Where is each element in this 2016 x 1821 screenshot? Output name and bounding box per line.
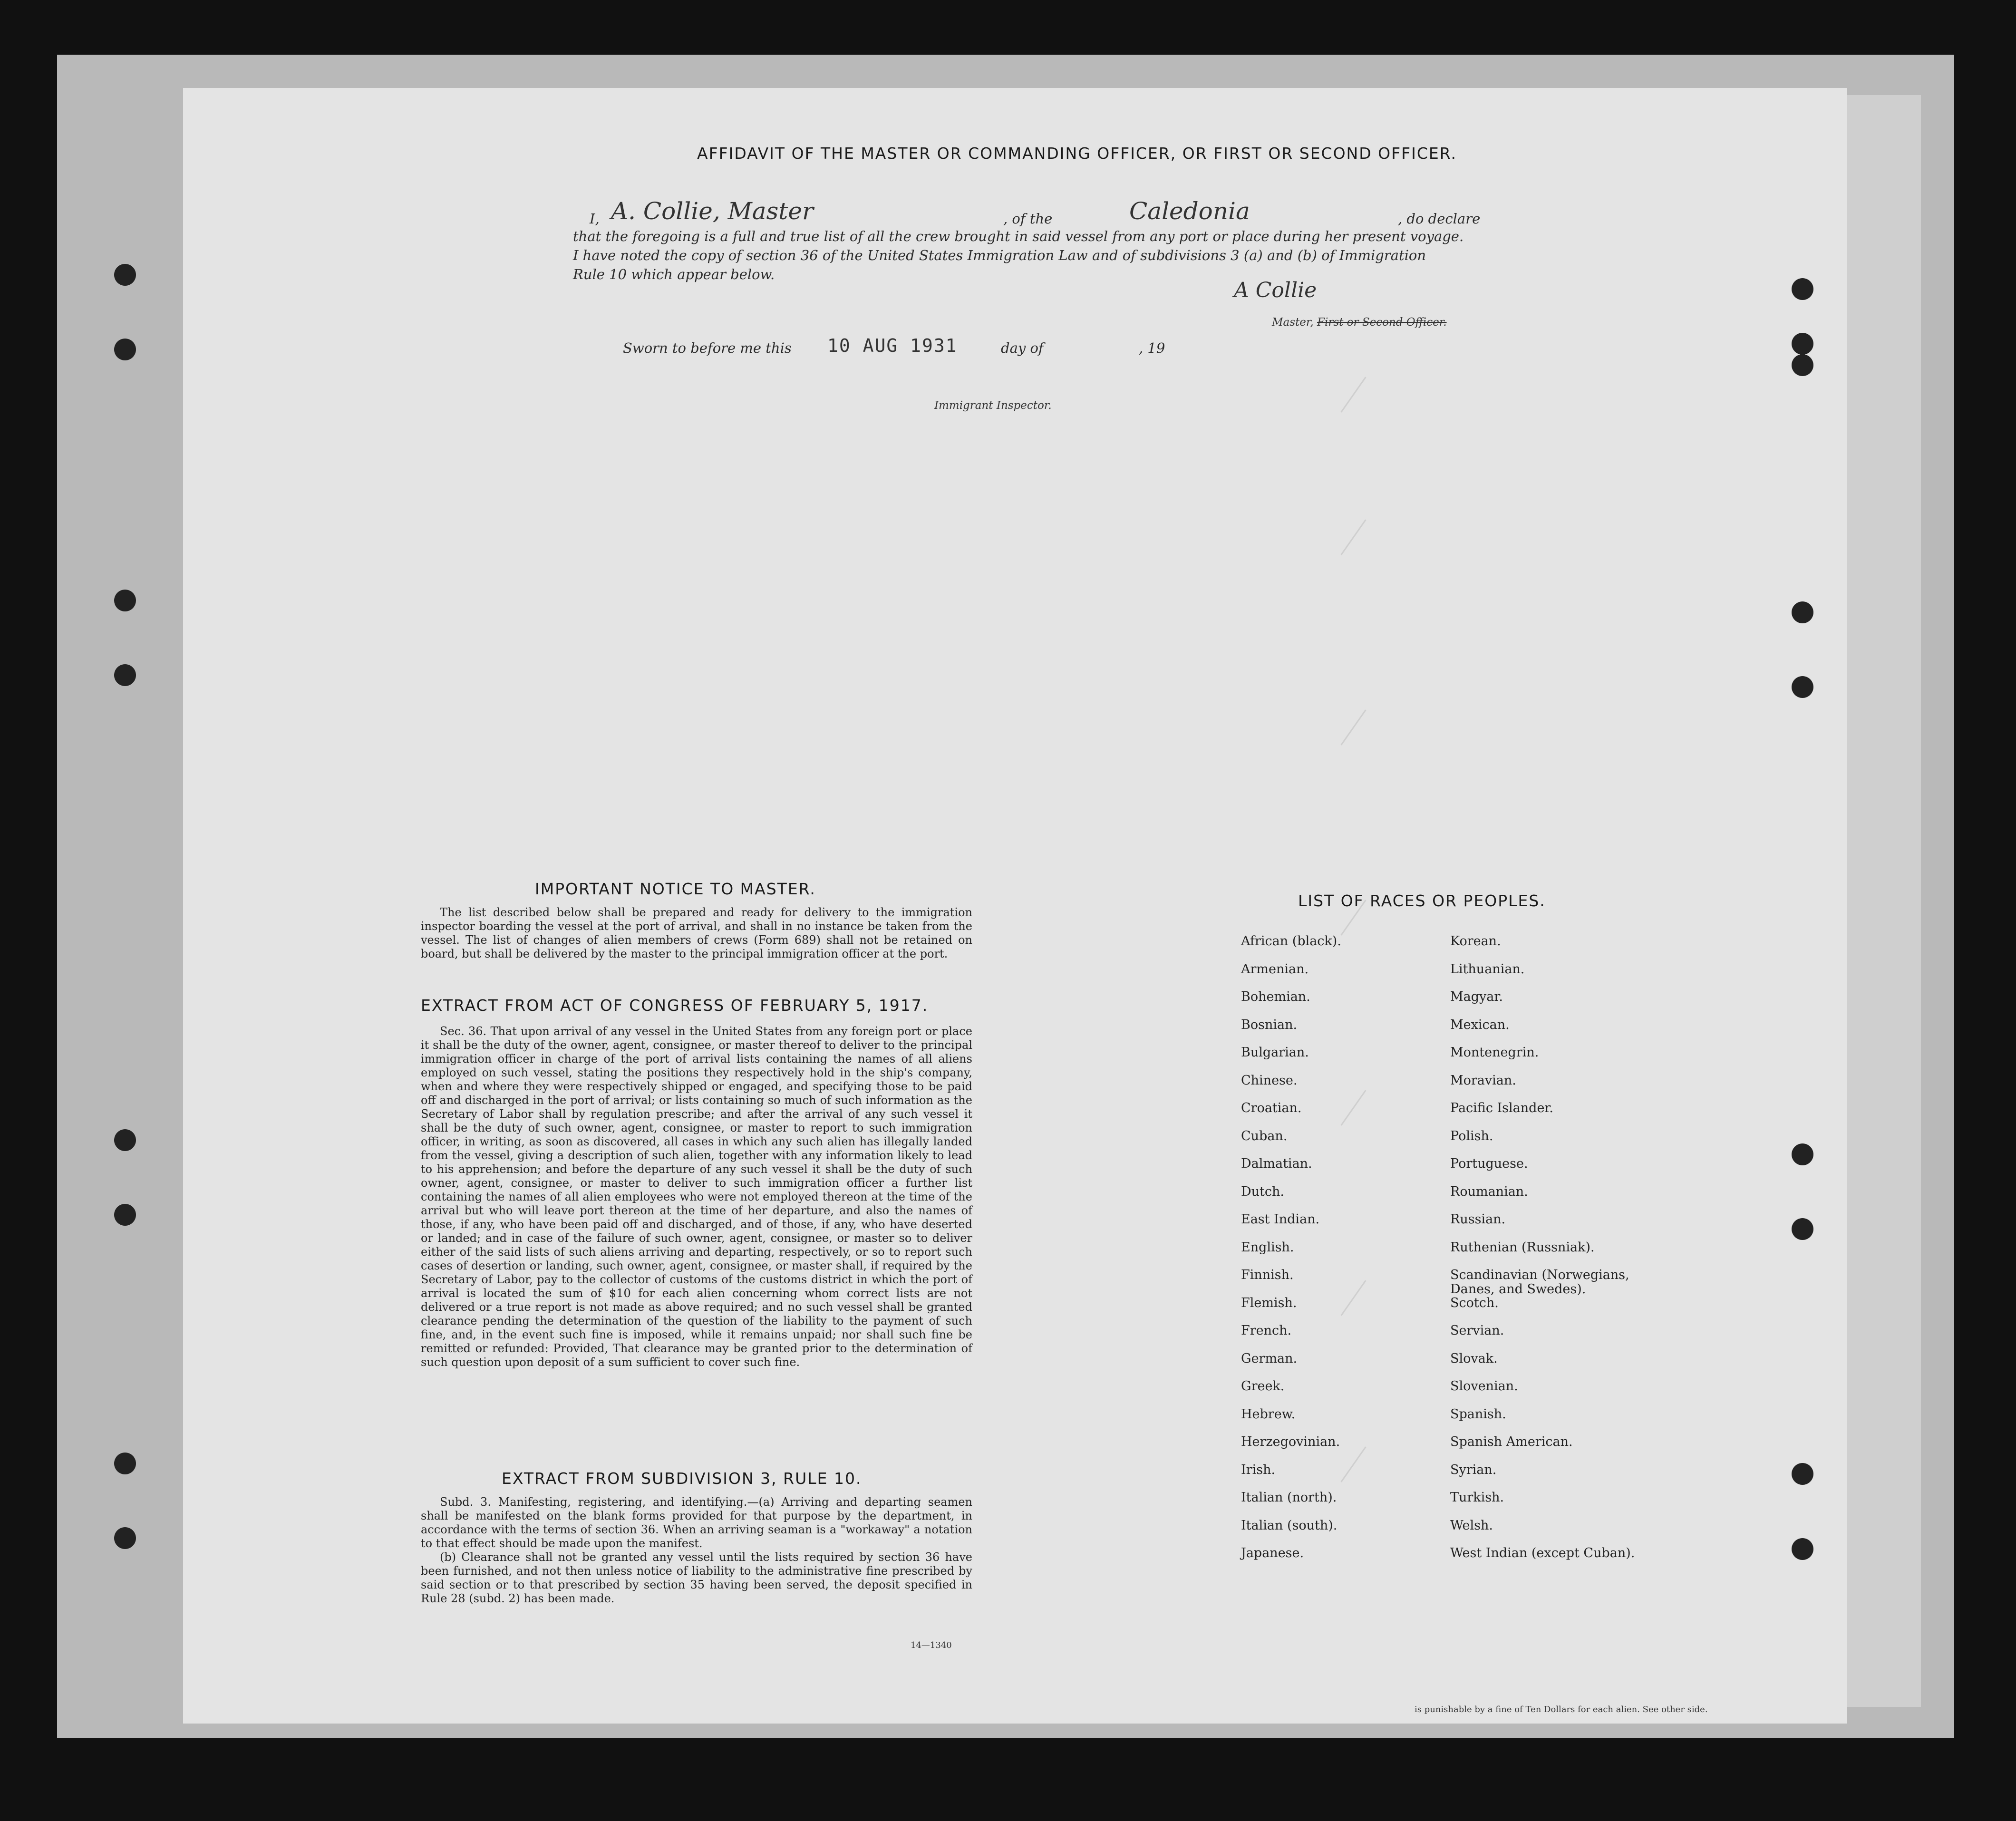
punch-hole bbox=[1792, 1463, 1813, 1485]
sworn-label: Sworn to before me this bbox=[623, 340, 792, 356]
race-item: African (black). bbox=[1241, 934, 1341, 949]
master-signature: A Collie bbox=[1234, 278, 1317, 302]
notice-text bbox=[421, 906, 972, 961]
punch-hole bbox=[1792, 278, 1813, 300]
race-item: Cuban. bbox=[1241, 1128, 1288, 1143]
document-page bbox=[183, 88, 1847, 1724]
punch-hole bbox=[1792, 676, 1813, 698]
race-item: Servian. bbox=[1450, 1323, 1504, 1338]
race-item: English. bbox=[1241, 1240, 1294, 1255]
notice-paragraph: The list described below shall be prepared and ready for delivery to the immigration inspector boarding the vessel at the port of arrival, and shall in no instance be taken from the vessel. The list of changes of alien members of crews (Form 689) shall not be retained on board, but shall be delivered by the master to the principal immigration officer at the port. bbox=[421, 906, 972, 960]
declaration-of-the-label: , of the bbox=[1003, 211, 1053, 227]
race-item: Pacific Islander. bbox=[1450, 1101, 1553, 1115]
race-item: West Indian (except Cuban). bbox=[1450, 1546, 1635, 1560]
race-item: Japanese. bbox=[1241, 1546, 1304, 1560]
race-item: Turkish. bbox=[1450, 1490, 1504, 1505]
subdivision-a-paragraph: Subd. 3. Manifesting, registering, and identifying.—(a) Arriving and departing seamen shall be manifested on the blank forms provided for that purpose by the department, in accordance with the terms of section 36. When an arriving seaman is a "workaway" a notation to that effect should be made upon the manifest. bbox=[421, 1495, 972, 1550]
punch-hole bbox=[114, 590, 136, 611]
race-item: Syrian. bbox=[1450, 1462, 1497, 1477]
rule-text bbox=[421, 1495, 972, 1606]
master-name-handwritten: A. Collie, Master bbox=[611, 197, 814, 225]
punch-hole bbox=[1792, 1538, 1813, 1560]
punch-hole bbox=[114, 1453, 136, 1474]
race-item: Slovak. bbox=[1450, 1351, 1498, 1366]
race-item: Dutch. bbox=[1241, 1184, 1284, 1199]
race-item: Flemish. bbox=[1241, 1295, 1297, 1310]
race-item: Armenian. bbox=[1241, 961, 1309, 977]
bleed-through-mark bbox=[1340, 1446, 1366, 1482]
immigrant-inspector-label: Immigrant Inspector. bbox=[934, 399, 1052, 412]
race-item: East Indian. bbox=[1241, 1212, 1320, 1227]
race-item: Hebrew. bbox=[1241, 1406, 1296, 1422]
race-item: Spanish. bbox=[1450, 1406, 1506, 1422]
race-item: Herzegovinian. bbox=[1241, 1434, 1340, 1449]
section-36-paragraph: Sec. 36. That upon arrival of any vessel in the United States from any foreign port or place it shall be the duty of the owner, agent, consignee, or master thereof to deliver to the principal immigration officer in charge of the port of arrival lists containing the names of all aliens employed on such vessel, stating the positions they respectively hold in the ship's company, when and where they were respectively shipped or engaged, and specifying those to be paid off and discharged in the port of arrival; or lists containing so much of such information as the Secretary of Labor shall by regulation prescribe; and after the arrival of any such vessel it shall be the duty of such owner, agent, consignee, or master to report to such immigration officer, in writing, as soon as discovered, all cases in which any such alien has illegally landed from the vessel, giving a description of such alien, together with any information likely to lead to his apprehension; and before the departure of any such vessel it shall be the duty of such owner, agent, consignee, or master to deliver to such immigration officer a further list containing the names of all alien employees who were not employed thereon at the time of the arrival but who will leave port thereon at the time of her departure, and also the names of those, if any, who have been paid off and discharged, and of those, if any, who have deserted or landed; and in case of the failure of such owner, agent, consignee, or master so to deliver either of the said lists of such aliens arriving and departing, respectively, or so to report such cases of desertion or landing, such owner, agent, consignee, or master shall, if required by the Secretary of Labor, pay to the collector of customs of the customs district in which the port of arrival is located the sum of $10 for each alien concerning whom correct lists are not delivered or a true report is not made as above required; and no such vessel shall be granted clearance pending the determination of the question of the liability to the payment of such fine, and, in the event such fine is imposed, while it remains unpaid; nor shall such fine be remitted or refunded: Provided, That clearance may be granted prior to the determination of such question upon deposit of a sum sufficient to cover such fine. bbox=[421, 1025, 972, 1369]
race-item: Italian (north). bbox=[1241, 1490, 1337, 1505]
race-item: Finnish. bbox=[1241, 1268, 1294, 1282]
punch-hole bbox=[114, 1527, 136, 1549]
punch-hole bbox=[1792, 1143, 1813, 1165]
races-heading: LIST OF RACES OR PEOPLES. bbox=[1298, 891, 1546, 910]
race-item: Korean. bbox=[1450, 934, 1501, 949]
race-item: Irish. bbox=[1241, 1462, 1276, 1477]
declaration-line-4: Rule 10 which appear below. bbox=[573, 266, 775, 282]
act-heading: EXTRACT FROM ACT OF CONGRESS OF FEBRUARY 5, 1917. bbox=[421, 996, 929, 1015]
race-item: Moravian. bbox=[1450, 1073, 1516, 1088]
races-left-column bbox=[1241, 934, 1341, 1574]
sworn-date-stamp: 10 AUG 1931 bbox=[827, 335, 958, 356]
race-item: Montenegrin. bbox=[1450, 1045, 1539, 1060]
punch-hole bbox=[1792, 333, 1813, 355]
notice-heading: IMPORTANT NOTICE TO MASTER. bbox=[535, 880, 816, 898]
punch-hole bbox=[114, 339, 136, 360]
race-item: Welsh. bbox=[1450, 1518, 1493, 1533]
bleed-through-mark bbox=[1340, 519, 1366, 555]
race-item: Bohemian. bbox=[1241, 989, 1310, 1004]
fine-footnote: is punishable by a fine of Ten Dollars for each alien. See other side. bbox=[1415, 1705, 1708, 1714]
race-item: Croatian. bbox=[1241, 1101, 1302, 1115]
race-item: French. bbox=[1241, 1323, 1292, 1338]
declaration-line-2: that the foregoing is a full and true list of all the crew brought in said vessel from any port or place during her present voyage. bbox=[573, 228, 1464, 244]
race-item: Greek. bbox=[1241, 1379, 1285, 1394]
sworn-year-prefix: , 19 bbox=[1139, 340, 1165, 356]
declaration-line-3: I have noted the copy of section 36 of the United States Immigration Law and of subdivisions 3 (a) and (b) of Immigration bbox=[573, 247, 1426, 263]
bleed-through-mark bbox=[1340, 1280, 1366, 1316]
races-right-column bbox=[1450, 934, 1635, 1574]
race-item: Magyar. bbox=[1450, 989, 1503, 1004]
race-item: Scotch. bbox=[1450, 1295, 1499, 1310]
punch-hole bbox=[1792, 1218, 1813, 1240]
race-item: Bosnian. bbox=[1241, 1017, 1298, 1032]
declaration-do-declare: , do declare bbox=[1398, 211, 1481, 227]
race-item: Chinese. bbox=[1241, 1073, 1298, 1088]
race-item: Mexican. bbox=[1450, 1017, 1510, 1032]
sworn-day-of: day of bbox=[1001, 340, 1044, 356]
signer-title-master: Master, bbox=[1272, 316, 1314, 329]
race-item: Dalmatian. bbox=[1241, 1156, 1312, 1171]
race-item: Italian (south). bbox=[1241, 1518, 1338, 1533]
punch-hole bbox=[114, 664, 136, 686]
bleed-through-mark bbox=[1340, 1090, 1366, 1125]
rule-heading: EXTRACT FROM SUBDIVISION 3, RULE 10. bbox=[502, 1469, 862, 1488]
punch-hole bbox=[114, 1129, 136, 1151]
race-item: Spanish American. bbox=[1450, 1434, 1573, 1449]
subdivision-b-paragraph: (b) Clearance shall not be granted any vessel until the lists required by section 36 have been furnished, and not then unless notice of liability to the administrative fine prescribed by said section or to that prescribed by section 35 having been served, the deposit specified in Rule 28 (subd. 2) has been made. bbox=[421, 1550, 972, 1605]
race-item: Ruthenian (Russniak). bbox=[1450, 1240, 1595, 1255]
race-item: Bulgarian. bbox=[1241, 1045, 1309, 1060]
race-item: Lithuanian. bbox=[1450, 961, 1525, 977]
race-item: Polish. bbox=[1450, 1128, 1493, 1143]
punch-hole bbox=[1792, 601, 1813, 623]
race-item: Roumanian. bbox=[1450, 1184, 1528, 1199]
race-item: Portuguese. bbox=[1450, 1156, 1528, 1171]
signer-title bbox=[1272, 316, 1447, 329]
signer-title-struck: First or Second Officer. bbox=[1317, 316, 1447, 329]
race-item: Scandinavian (Norwegians, Danes, and Swedes). bbox=[1450, 1268, 1629, 1297]
form-number: 14—1340 bbox=[911, 1640, 952, 1650]
act-text bbox=[421, 1025, 972, 1369]
affidavit-title: AFFIDAVIT OF THE MASTER OR COMMANDING OFFICER, OR FIRST OR SECOND OFFICER. bbox=[697, 144, 1457, 163]
vessel-name-handwritten: Caledonia bbox=[1129, 197, 1250, 225]
race-item: Russian. bbox=[1450, 1212, 1506, 1227]
punch-hole bbox=[114, 264, 136, 286]
bleed-through-mark bbox=[1340, 377, 1366, 412]
punch-hole bbox=[114, 1204, 136, 1226]
bleed-through-mark bbox=[1340, 709, 1366, 745]
punch-hole bbox=[1792, 354, 1813, 376]
declaration-i-label: I, bbox=[590, 211, 600, 227]
race-item: Slovenian. bbox=[1450, 1379, 1518, 1394]
race-item: German. bbox=[1241, 1351, 1298, 1366]
